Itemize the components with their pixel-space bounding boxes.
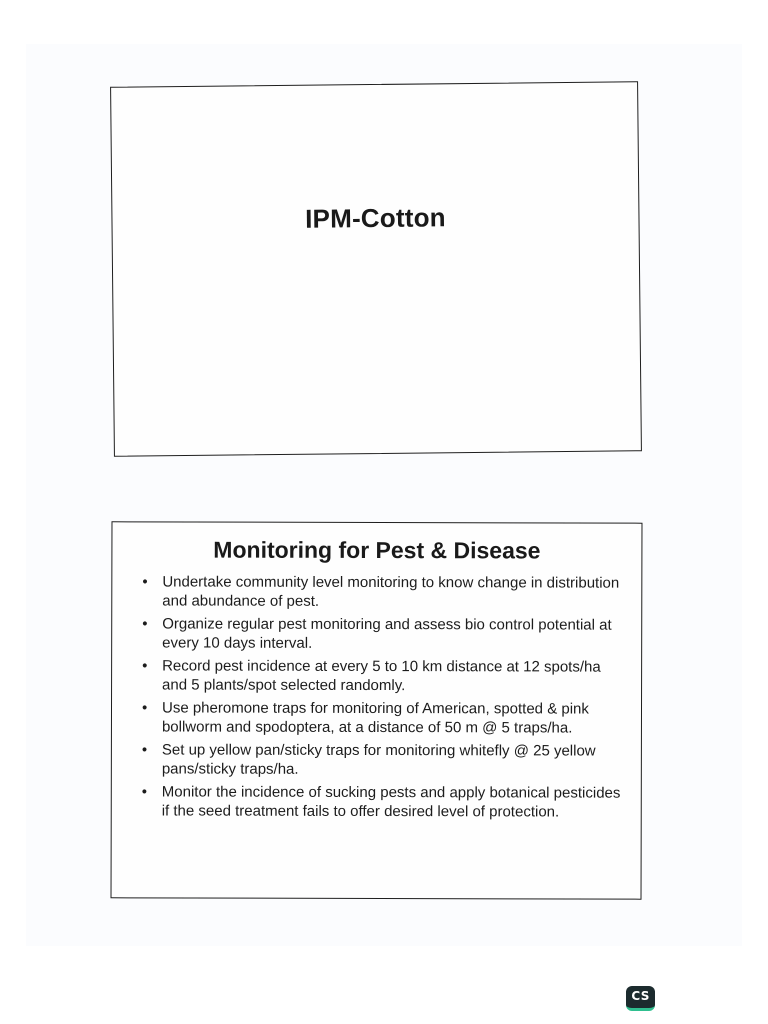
camscanner-logo-icon: CS xyxy=(626,986,655,1011)
bullet-text: Record pest incidence at every 5 to 10 km distance at 12 spots/ha and 5 plants/spot selected randomly. xyxy=(162,657,601,695)
bullet-item xyxy=(142,740,623,779)
bullet-text: Set up yellow pan/sticky traps for monitoring whitefly @ 25 yellow pans/sticky traps/ha. xyxy=(161,741,596,778)
bullet-point-icon: • xyxy=(141,699,148,717)
bullet-item xyxy=(142,614,623,653)
bullet-text: Use pheromone traps for monitoring of American, spotted & pink bollworm and spodoptera, at a distance of 50 m @ 5 traps/ha. xyxy=(161,699,589,737)
bullet-text: Organize regular pest monitoring and assess bio control potential at every 10 days interval. xyxy=(162,615,612,652)
bullet-list xyxy=(142,572,624,825)
bullet-point-icon: • xyxy=(142,573,148,591)
bullet-item xyxy=(142,698,623,737)
bullet-point-icon: • xyxy=(141,741,148,759)
bullet-point-icon: • xyxy=(141,783,148,801)
slide-monitoring-pest-disease xyxy=(111,521,643,899)
slide-heading: Monitoring for Pest & Disease xyxy=(213,536,541,564)
bullet-text: Monitor the incidence of sucking pests and apply botanical pesticides if the seed treatment fails to offer desired level of protection. xyxy=(161,783,621,821)
bullet-text: Undertake community level monitoring to know change in distribution and abundance of pest. xyxy=(162,573,620,610)
bullet-point-icon: • xyxy=(142,615,148,633)
slide-title: IPM-Cotton xyxy=(305,202,446,234)
bullet-point-icon: • xyxy=(142,657,148,675)
slide-ipm-cotton xyxy=(110,81,642,457)
bullet-item xyxy=(142,782,623,821)
bullet-item xyxy=(142,656,623,695)
bullet-item xyxy=(142,572,623,611)
